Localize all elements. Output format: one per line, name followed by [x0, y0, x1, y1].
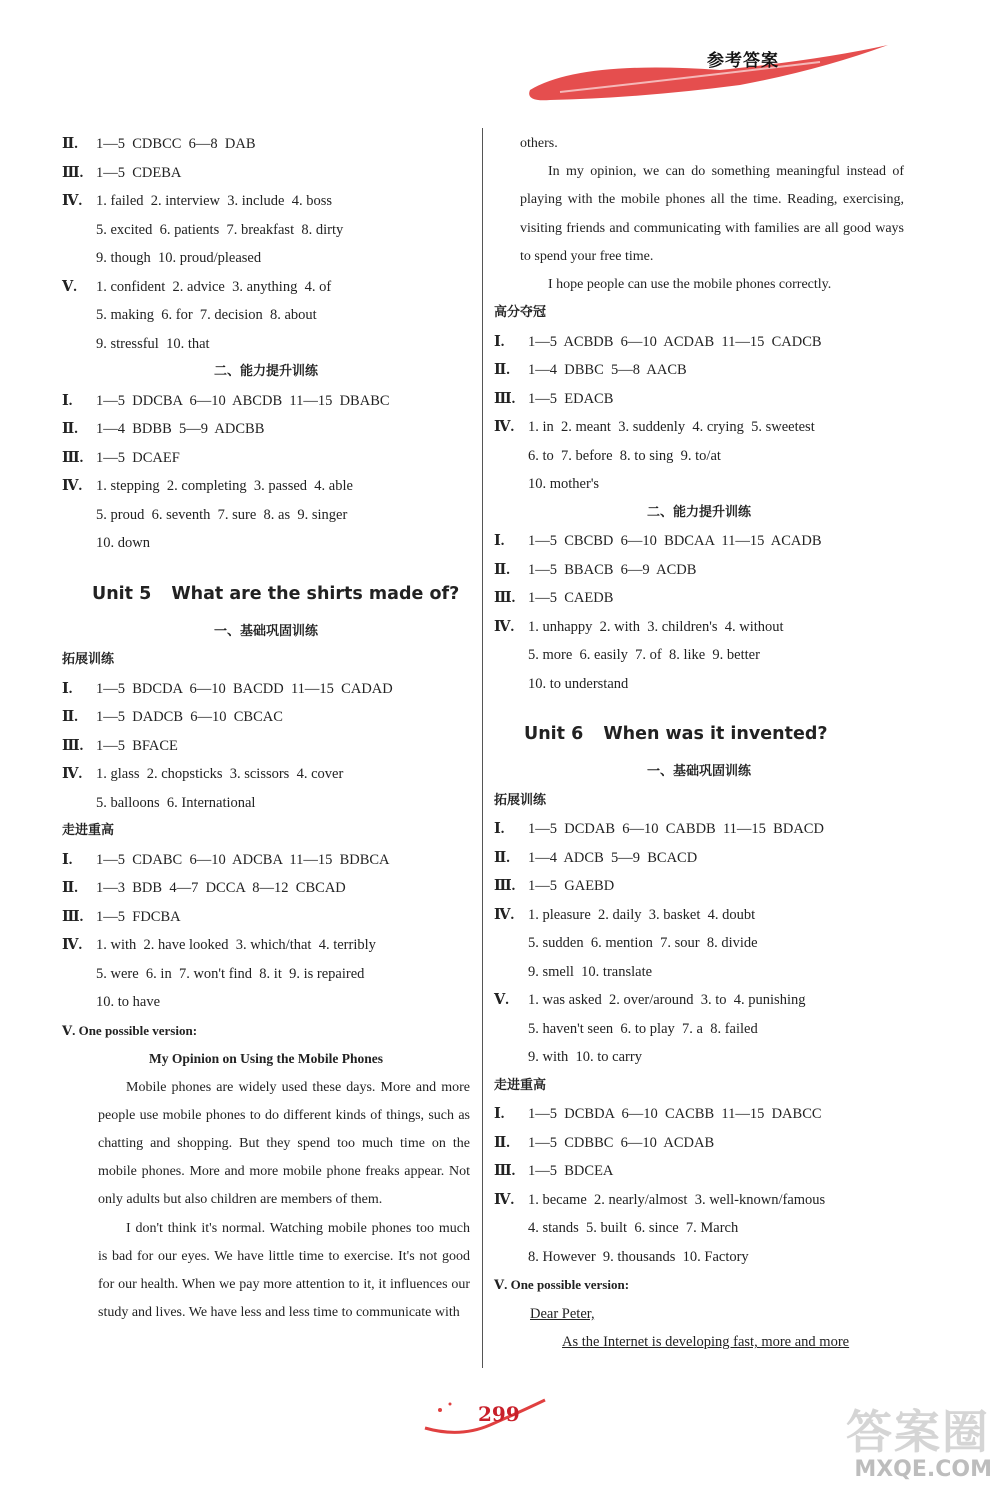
subsection-heading: 拓展训练: [62, 652, 115, 667]
writing-label: Ⅴ. One possible version:: [62, 1022, 198, 1038]
answer-line: [494, 584, 904, 613]
essay-title: My Opinion on Using the Mobile Phones: [148, 1051, 384, 1066]
answer-line: [494, 986, 904, 1015]
answer-block: [62, 675, 470, 818]
answer-text: 1—5 CDBBC 6—10 ACDAB: [528, 1134, 715, 1151]
answer-line: [494, 385, 904, 414]
question-number: Ⅰ.: [62, 392, 73, 409]
subsection-heading: 走进重高: [62, 823, 115, 838]
subsection-heading: 拓展训练: [494, 792, 547, 808]
answer-text: 1. confident 2. advice 3. anything 4. of: [96, 278, 332, 295]
question-number: Ⅱ.: [494, 849, 510, 866]
question-number: Ⅱ.: [62, 709, 78, 725]
answer-line: [494, 613, 904, 642]
answer-text: 1—5 CAEDB: [528, 590, 614, 607]
question-number: Ⅰ.: [494, 821, 505, 838]
answer-text: 5. were 6. in 7. won't find 8. it 9. is repaired: [96, 965, 365, 982]
answer-text: 5. sudden 6. mention 7. sour 8. divide: [528, 935, 758, 952]
answer-text: 9. stressful 10. that: [96, 335, 210, 352]
essay-paragraph: I don't think it's normal. Watching mobile phones too much is bad for our eyes. We have little time to exercise. It's not good for our health. When we pay more attention to it, it influences our study and lives. We have less and less time to communicate with: [98, 1220, 470, 1321]
answer-text: 9. with 10. to carry: [528, 1049, 642, 1066]
answer-line: [494, 670, 904, 699]
answer-text: 5. balloons 6. International: [96, 794, 256, 811]
answer-text: 1—5 DDCBA 6—10 ABCDB 11—15 DBABC: [96, 392, 390, 409]
answer-text: 1—5 DCBDA 6—10 CACBB 11—15 DABCC: [528, 1106, 822, 1123]
essay-paragraph: In my opinion, we can do something meaningful instead of playing with the mobile phones all the time. Reading, exercising, visiting friends and communicating with families are all good ways to spend your free time.: [520, 164, 904, 264]
answer-line: [62, 501, 470, 530]
answer-text: 1—5 ACBDB 6—10 ACDAB 11—15 CADCB: [528, 333, 822, 350]
answer-line: [494, 958, 904, 987]
answer-text: 10. down: [96, 535, 150, 551]
answer-text: 1—4 ADCB 5—9 BCACD: [528, 849, 698, 866]
question-number: Ⅳ.: [494, 1191, 515, 1208]
answer-block: [494, 527, 904, 698]
right-column: [494, 130, 904, 1357]
answer-text: 1. was asked 2. over/around 3. to 4. punishing: [528, 992, 806, 1009]
answer-line: [494, 815, 904, 844]
answer-text: 5. making 6. for 7. decision 8. about: [96, 307, 317, 323]
answer-line: [494, 1015, 904, 1044]
question-number: Ⅳ.: [494, 906, 515, 923]
question-number: Ⅲ.: [494, 390, 516, 407]
answer-line: [494, 442, 904, 471]
unit-title: When was it invented?: [603, 724, 828, 745]
answer-text: 1—5 EDACB: [528, 390, 614, 407]
answer-text: 1—5 BDCDA 6—10 BACDD 11—15 CADAD: [96, 680, 393, 697]
answer-line: [494, 328, 904, 357]
question-number: Ⅱ.: [62, 421, 78, 437]
answer-line: [62, 874, 470, 903]
answer-text: 1—4 DBBC 5—8 AACB: [528, 362, 687, 379]
watermark-url: MXQE.COM: [854, 1457, 992, 1482]
essay-paragraph: Mobile phones are widely used these days. More and more people use mobile phones to do different kinds of things, such as chatting and shopping. But they spend too much time on the mobile phones. More and more mobile phone freaks appear. Not only adults but also children are members of them.: [98, 1079, 470, 1208]
answer-line: [62, 846, 470, 875]
answer-line: [494, 1186, 904, 1215]
answer-line: [62, 130, 470, 159]
answer-line: [62, 472, 470, 501]
answer-line: [62, 960, 470, 989]
section-heading: 一、基础巩固训练: [213, 623, 318, 639]
answer-line: [494, 872, 904, 901]
question-number: Ⅳ.: [62, 766, 83, 782]
page-number: 299: [478, 1402, 520, 1426]
answer-text: 1—5 BFACE: [96, 737, 178, 754]
answer-line: [62, 187, 470, 216]
answer-line: [494, 1157, 904, 1186]
answer-text: 1. failed 2. interview 3. include 4. boss: [96, 193, 332, 209]
question-number: Ⅲ.: [62, 737, 84, 754]
answer-line: [494, 1214, 904, 1243]
question-number: Ⅱ.: [494, 561, 510, 578]
answer-line: [62, 931, 470, 960]
answer-line: [62, 244, 470, 273]
answer-text: 1—5 CDBCC 6—8 DAB: [96, 136, 256, 152]
question-number: Ⅰ.: [494, 533, 505, 550]
answer-line: [494, 1100, 904, 1129]
answer-text: 1. stepping 2. completing 3. passed 4. able: [96, 478, 353, 494]
answer-line: [62, 159, 470, 188]
answer-block: [494, 815, 904, 1072]
answer-line: [494, 470, 904, 499]
question-number: Ⅱ.: [62, 880, 78, 896]
answer-text: 1. in 2. meant 3. suddenly 4. crying 5. sweetest: [528, 419, 815, 436]
answer-text: 1—5 CDABC 6—10 ADCBA 11—15 BDBCA: [96, 851, 390, 868]
answer-text: 1. became 2. nearly/almost 3. well-known/famous: [528, 1191, 826, 1208]
answer-line: [494, 1129, 904, 1158]
question-number: Ⅴ.: [62, 278, 77, 295]
watermark-logo: [838, 1392, 998, 1486]
answer-text: 1—3 BDB 4—7 DCCA 8—12 CBCAD: [96, 880, 346, 896]
answer-text: 1—5 BBACB 6—9 ACDB: [528, 561, 697, 578]
answer-line: [494, 356, 904, 385]
letter-greeting: Dear Peter,: [530, 1305, 595, 1322]
answer-line: [62, 529, 470, 558]
answer-line: [62, 216, 470, 245]
answer-text: 10. mother's: [528, 476, 600, 493]
answer-line: [62, 760, 470, 789]
question-number: Ⅲ.: [494, 878, 516, 895]
page-header-title: 参考答案: [707, 51, 779, 71]
question-number: Ⅱ.: [494, 362, 510, 379]
answer-line: [62, 988, 470, 1017]
answer-text: 5. more 6. easily 7. of 8. like 9. better: [528, 647, 760, 664]
answer-line: [62, 732, 470, 761]
question-number: Ⅰ.: [494, 1106, 505, 1123]
answer-text: 5. haven't seen 6. to play 7. a 8. failed: [528, 1020, 758, 1037]
section-heading: 一、基础巩固训练: [646, 764, 751, 780]
answer-text: 1. unhappy 2. with 3. children's 4. without: [528, 618, 784, 635]
answer-line: [62, 301, 470, 330]
answer-text: 1. pleasure 2. daily 3. basket 4. doubt: [528, 906, 756, 923]
answer-block: [62, 387, 470, 558]
answer-block: [62, 846, 470, 1017]
question-number: Ⅱ.: [494, 1134, 510, 1151]
answer-text: 8. However 9. thousands 10. Factory: [528, 1248, 749, 1265]
answer-text: 10. to have: [96, 994, 161, 1010]
answer-line: [494, 413, 904, 442]
answer-text: 1. with 2. have looked 3. which/that 4. terribly: [96, 937, 376, 953]
answer-text: 1—5 BDCEA: [528, 1163, 614, 1180]
question-number: Ⅳ.: [62, 193, 83, 209]
essay-continuation: others.: [520, 136, 558, 151]
answer-line: [494, 641, 904, 670]
answer-text: 1. glass 2. chopsticks 3. scissors 4. cover: [96, 766, 344, 782]
question-number: Ⅳ.: [494, 419, 515, 436]
question-number: Ⅲ.: [494, 590, 516, 607]
answer-line: [62, 415, 470, 444]
answer-line: [494, 1243, 904, 1272]
answer-text: 1—5 CDEBA: [96, 164, 182, 181]
answer-text: 4. stands 5. built 6. since 7. March: [528, 1220, 739, 1237]
essay-paragraph: I hope people can use the mobile phones correctly.: [548, 277, 832, 293]
question-number: Ⅲ.: [62, 449, 84, 466]
answer-line: [494, 556, 904, 585]
answer-line: [62, 273, 470, 302]
subsection-heading: 走进重高: [494, 1077, 547, 1093]
answer-text: 1—5 DCDAB 6—10 CABDB 11—15 BDACD: [528, 821, 824, 838]
answer-text: 5. excited 6. patients 7. breakfast 8. dirty: [96, 221, 344, 238]
answer-line: [62, 330, 470, 359]
unit-heading: [494, 710, 904, 758]
section-heading: 二、能力提升训练: [646, 504, 751, 520]
answer-text: 1—5 CBCBD 6—10 BDCAA 11—15 ACADB: [528, 533, 822, 550]
question-number: Ⅱ.: [62, 136, 78, 152]
answer-line: [62, 444, 470, 473]
answer-line: [62, 903, 470, 932]
unit-heading: [62, 570, 470, 618]
answer-line: [494, 527, 904, 556]
question-number: Ⅲ.: [62, 908, 84, 925]
answer-text: 1—5 FDCBA: [96, 908, 181, 925]
answer-text: 6. to 7. before 8. to sing 9. to/at: [528, 447, 721, 464]
answer-line: [494, 1043, 904, 1072]
question-number: Ⅰ.: [494, 333, 505, 350]
answer-line: [494, 844, 904, 873]
question-number: Ⅴ.: [494, 992, 509, 1009]
answer-line: [62, 387, 470, 416]
unit-label: Unit 5: [92, 583, 152, 604]
unit-title: What are the shirts made of?: [171, 583, 460, 604]
header-brush-stroke: [520, 40, 890, 110]
question-number: Ⅲ.: [62, 164, 84, 181]
writing-label: Ⅴ. One possible version:: [494, 1277, 630, 1293]
answer-text: 1—5 DADCB 6—10 CBCAC: [96, 709, 283, 725]
watermark-logo-text: 答案圈: [846, 1405, 990, 1459]
answer-text: 9. though 10. proud/pleased: [96, 250, 262, 266]
question-number: Ⅰ.: [62, 851, 73, 868]
answer-text: 5. proud 6. seventh 7. sure 8. as 9. singer: [96, 506, 348, 523]
answer-block: [494, 328, 904, 499]
unit-label: Unit 6: [524, 724, 584, 745]
answer-line: [62, 789, 470, 818]
section-heading: 二、能力提升训练: [213, 364, 318, 379]
column-divider: [482, 128, 483, 1368]
answer-line: [62, 703, 470, 732]
answer-line: [494, 929, 904, 958]
question-number: Ⅳ.: [494, 618, 515, 635]
answer-line: [494, 901, 904, 930]
question-number: Ⅰ.: [62, 680, 73, 697]
answer-block: [62, 130, 470, 358]
answer-text: 1—5 GAEBD: [528, 878, 615, 895]
answer-text: 10. to understand: [528, 675, 629, 692]
answer-text: 9. smell 10. translate: [528, 963, 653, 980]
answer-block: [494, 1100, 904, 1271]
left-column: [62, 130, 470, 1327]
letter-paragraph: As the Internet is developing fast, more and more: [562, 1334, 850, 1351]
answer-line: [62, 675, 470, 704]
question-number: Ⅲ.: [494, 1163, 516, 1180]
subsection-heading: 高分夺冠: [494, 305, 547, 321]
answer-text: 1—4 BDBB 5—9 ADCBB: [96, 421, 265, 437]
question-number: Ⅳ.: [62, 937, 83, 953]
answer-text: 1—5 DCAEF: [96, 449, 180, 466]
question-number: Ⅳ.: [62, 478, 83, 494]
